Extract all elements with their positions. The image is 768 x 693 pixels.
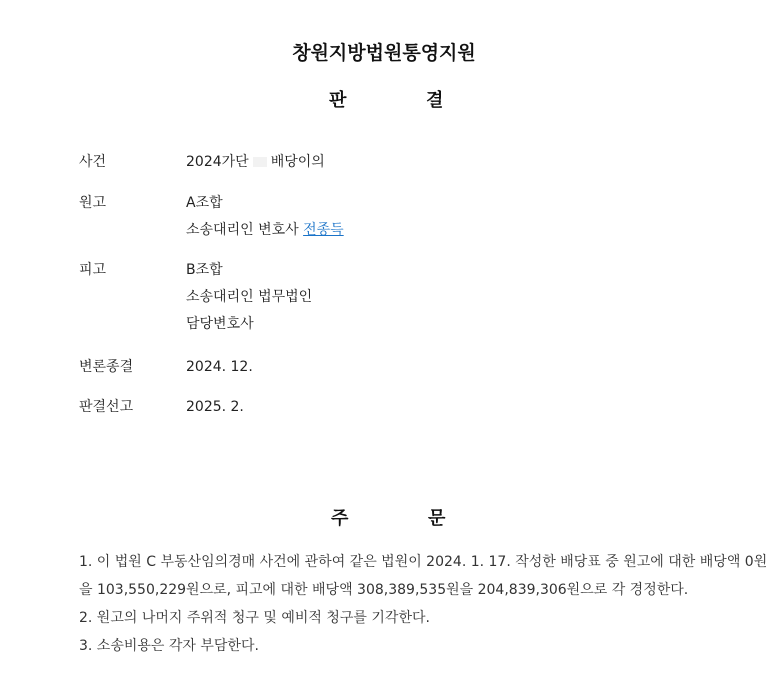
case-values [186, 149, 325, 176]
closing-label: 변론종결 [79, 359, 134, 375]
defendant-label: 피고 [79, 262, 107, 278]
case-label: 사건 [79, 154, 107, 170]
document-title-char-2: 결 [426, 90, 444, 111]
order-title-char-1: 주 [331, 508, 349, 529]
plaintiff-values [186, 190, 344, 244]
case-number: 2024가단 [186, 154, 249, 170]
plaintiff-counsel-link[interactable]: 전종득 [303, 222, 344, 238]
closing-values [186, 354, 253, 381]
order-line: 2. 원고의 나머지 주위적 청구 및 예비적 청구를 기각한다. [79, 610, 430, 626]
order-line: 3. 소송비용은 각자 부담한다. [79, 638, 259, 654]
order-line: 을 103,550,229원으로, 피고에 대한 배당액 308,389,535원을 204,839,306원으로 각 경정한다. [79, 582, 689, 598]
redacted-mark [253, 157, 267, 167]
case-type: 배당이의 [270, 154, 325, 170]
court-name: 창원지방법원통영지원 [292, 42, 476, 64]
order-line: 1. 이 법원 C 부동산임의경매 사건에 관하여 같은 법원이 2024. 1. 17. 작성한 배당표 중 원고에 대한 배당액 0원 [79, 554, 768, 570]
defendant-lawyer: 담당변호사 [186, 316, 254, 332]
order-title-char-2: 문 [428, 508, 446, 529]
plaintiff-counsel-prefix: 소송대리인 변호사 [186, 222, 304, 238]
judgment-label: 판결선고 [79, 399, 134, 415]
defendant-name: B조합 [186, 262, 223, 278]
document-title-char-1: 판 [329, 90, 347, 111]
defendant-firm: 소송대리인 법무법인 [186, 289, 313, 305]
judgment-date: 2025. 2. [186, 399, 244, 415]
order-body [79, 548, 768, 660]
closing-date: 2024. 12. [186, 359, 253, 375]
plaintiff-label: 원고 [79, 195, 107, 211]
defendant-values [186, 257, 312, 338]
plaintiff-name: A조합 [186, 195, 223, 211]
judgment-values [186, 394, 244, 421]
